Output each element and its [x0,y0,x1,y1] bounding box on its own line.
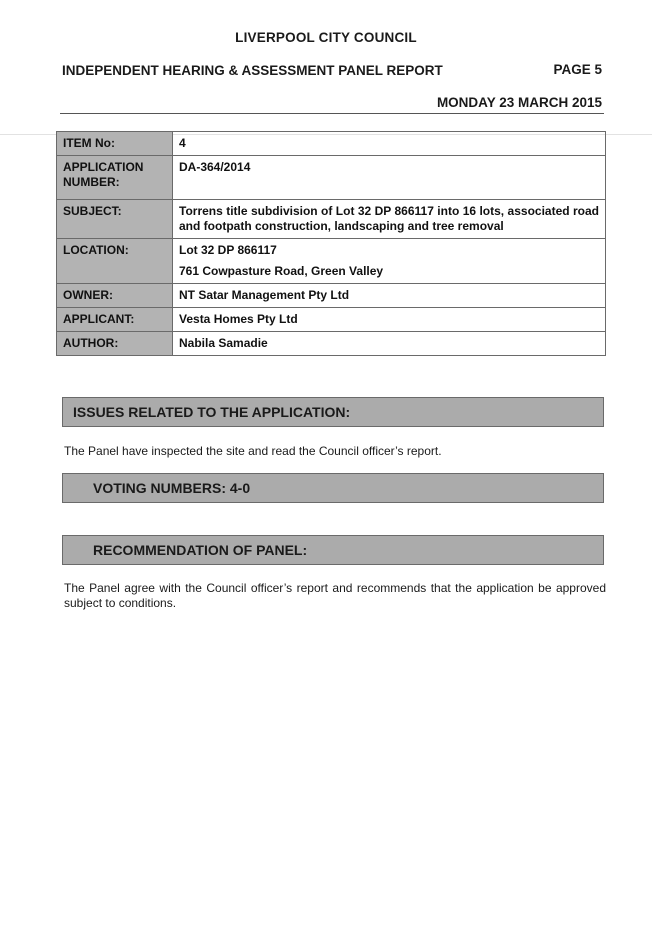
row-location [57,239,606,284]
location-address: 761 Cowpasture Road, Green Valley [179,264,384,278]
issues-heading: ISSUES RELATED TO THE APPLICATION: [62,397,604,427]
row-applicant [57,308,606,332]
location-value [173,239,606,284]
location-label: LOCATION: [57,239,173,284]
subject-label: SUBJECT: [57,200,173,239]
meeting-date: MONDAY 23 MARCH 2015 [436,95,602,110]
header-divider [60,113,604,114]
subject-value: Torrens title subdivision of Lot 32 DP 866117 into 16 lots, associated road and footpath construction, landscaping and tree removal [173,200,606,239]
issues-text: The Panel have inspected the site and read the Council officer’s report. [64,444,442,458]
council-title: LIVERPOOL CITY COUNCIL [235,30,417,45]
row-application-number [57,156,606,200]
item-details-table [56,131,606,356]
owner-label: OWNER: [57,284,173,308]
row-subject [57,200,606,239]
application-number-value: DA-364/2014 [173,156,606,200]
application-number-label: APPLICATION NUMBER: [57,156,173,200]
row-author [57,332,606,356]
applicant-value: Vesta Homes Pty Ltd [173,308,606,332]
recommendation-text: The Panel agree with the Council officer’s report and recommends that the application be approved subject to conditions. [64,581,606,610]
row-item-no [57,132,606,156]
applicant-label: APPLICANT: [57,308,173,332]
item-no-value: 4 [173,132,606,156]
location-lot: Lot 32 DP 866117 [179,243,277,257]
author-value: Nabila Samadie [173,332,606,356]
voting-heading: VOTING NUMBERS: 4-0 [62,473,604,503]
item-no-label: ITEM No: [57,132,173,156]
recommendation-heading: RECOMMENDATION OF PANEL: [62,535,604,565]
report-title: INDEPENDENT HEARING & ASSESSMENT PANEL REPORT [62,63,443,78]
row-owner [57,284,606,308]
owner-value: NT Satar Management Pty Ltd [173,284,606,308]
page-number: PAGE 5 [553,62,602,77]
author-label: AUTHOR: [57,332,173,356]
